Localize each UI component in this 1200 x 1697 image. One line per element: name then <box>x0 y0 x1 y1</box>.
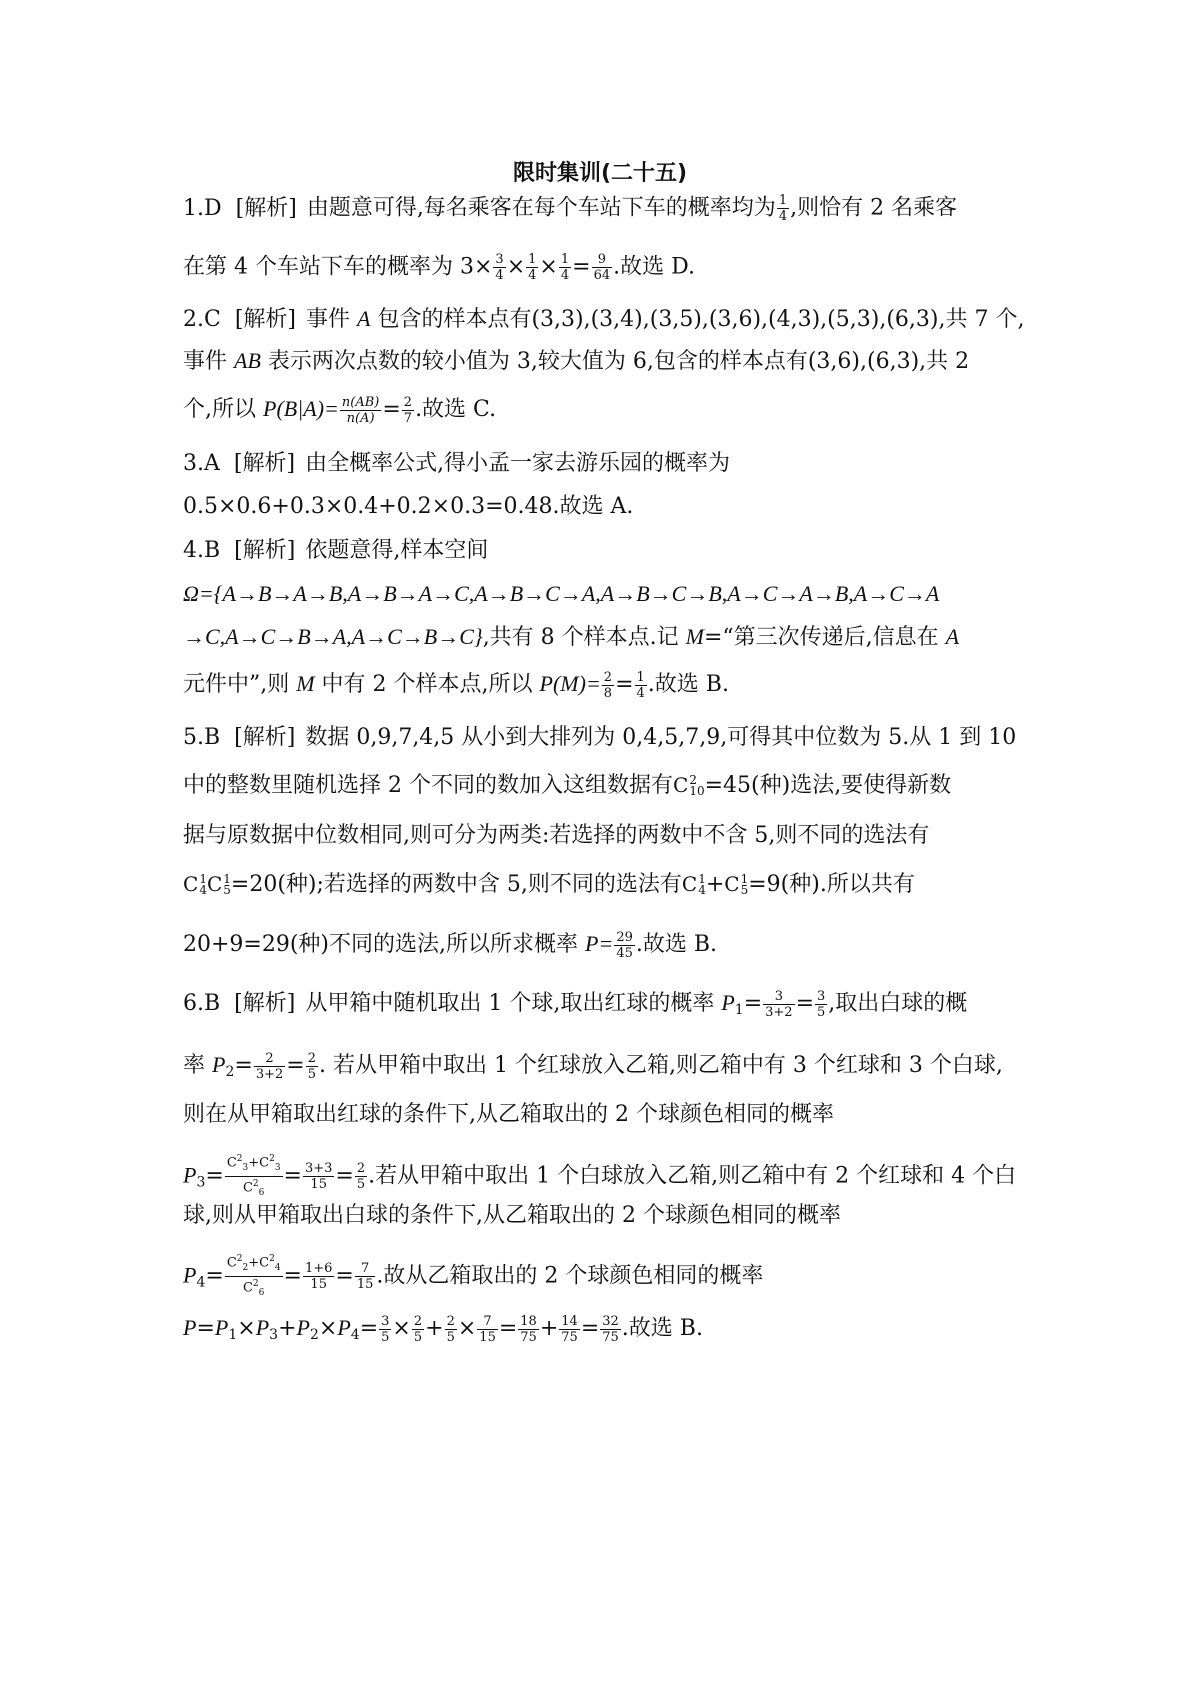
q5-text: 数据 0,9,7,4,5 从小到大排列为 0,4,5,7,9,可得其中位数为 5.从 1 到 10 <box>305 725 1017 750</box>
fraction: $\frac{14}{75}$ <box>561 1313 578 1345</box>
q2-line-3: 个,所以 P(B|A)= $\frac{n(AB)}{n(A)}$ = $\frac{2}{7}$ .故选 C. <box>183 394 497 426</box>
q3-line-1 <box>183 449 730 479</box>
fraction: $\frac{7}{15}$ <box>356 1260 374 1292</box>
q1-text: ,则恰有 2 名乘客 <box>790 195 958 221</box>
var-a: A <box>945 624 960 649</box>
q5-text: =20(种);若选择的两数中含 5,则不同的选法有 <box>230 872 682 897</box>
q2-line-1 <box>183 304 1024 335</box>
prob-expr: P= <box>585 931 614 956</box>
sample-space: →C,A→C→B→A,A→C→B→C} <box>183 624 483 649</box>
q3-line-2 <box>183 492 633 522</box>
q3-text: 0.5×0.6+0.3×0.4+0.2×0.3=0.48.故选 A. <box>183 494 634 519</box>
fraction: $\frac{3}{3+2}$ <box>765 988 793 1020</box>
analysis-tag: [解析] <box>235 195 297 221</box>
q5-line-1 <box>183 723 1016 753</box>
combination: C <box>673 773 689 797</box>
q4-text: 依题意得,样本空间 <box>305 538 489 563</box>
combination: C <box>681 872 698 896</box>
q5-label: 5.B <box>183 725 221 750</box>
q4-text: 中有 2 个样本点,所以 <box>314 672 540 697</box>
q2-line-2 <box>183 346 969 377</box>
q1-line-1 <box>183 193 957 224</box>
q2-text: 个,所以 <box>183 397 263 422</box>
q4-text: 元件中”,则 <box>183 672 297 697</box>
fraction: $\frac{2}{5}$ <box>413 1313 423 1345</box>
q5-text: 中的整数里随机选择 2 个不同的数加入这组数据有 <box>183 773 673 798</box>
fraction: $\frac{C^2_3+C^2_3}{C^2_6}$ <box>226 1154 281 1198</box>
q6-line-1: 6.B [解析] 从甲箱中随机取出 1 个球,取出红球的概率 $P_1=$ $\frac{3}{3+2}$ = $\frac{3}{5}$ ,取出白球的概 <box>183 988 968 1020</box>
var-a: A <box>357 306 371 331</box>
q5-line-5 <box>183 929 717 961</box>
fraction: $\frac{2}{5}$ <box>356 1160 366 1192</box>
fraction: $\frac{1}{4}$ <box>778 193 788 224</box>
q4-label: 4.B <box>183 538 221 563</box>
q5-text: =45(种)选法,要使得新数 <box>704 773 952 798</box>
q2-text: 包含的样本点有(3,3),(3,4),(3,5),(3,6),(4,3),(5,3),(6,3),共 7 个, <box>370 307 1025 332</box>
fraction: $\frac{1}{4}$ <box>560 252 570 283</box>
fraction: $\frac{3+3}{15}$ <box>304 1160 333 1192</box>
analysis-tag: [解析] <box>234 538 296 563</box>
q2-text: 事件 <box>183 349 234 374</box>
fraction: $\frac{2}{8}$ <box>603 669 613 701</box>
q6-line-3 <box>183 1100 834 1130</box>
q6-line-6: $P_4=$ $\frac{C^2_2+C^2_4}{C^2_6}$ = $\frac{1+6}{15}$ = $\frac{7}{15}$ .故从乙箱取出的 2 个球颜色相同的概率 <box>183 1252 763 1301</box>
q2-label: 2.C <box>183 307 221 332</box>
q5-text: 20+9=29(种)不同的选法,所以所求概率 <box>183 932 586 957</box>
q3-label: 3.A <box>183 451 220 476</box>
q6-text: 率 <box>183 1053 212 1078</box>
q6-line-5 <box>183 1201 841 1231</box>
sample-space: Ω={A→B→A→B,A→B→A→C,A→B→C→A,A→B→C→B,A→C→A→B,A→C→A <box>183 581 940 606</box>
q4-line-4: 元件中”,则 M 中有 2 个样本点,所以 P(M)= $\frac{2}{8}$ = $\frac{1}{4}$ .故选 B. <box>183 669 729 701</box>
q4-line-2 <box>183 579 939 610</box>
q4-text: ,共有 8 个样本点.记 <box>482 625 686 650</box>
q1-conclusion: .故选 D. <box>613 254 695 280</box>
q1-text: 由题意可得,每名乘客在每个车站下车的概率均为 <box>306 195 776 221</box>
q5-line-2: 中的整数里随机选择 2 个不同的数加入这组数据有C 2 10 =45(种)选法,要使得新数 <box>183 773 952 798</box>
fraction: $\frac{2}{5}$ <box>307 1050 316 1082</box>
analysis-tag: [解析] <box>234 725 296 750</box>
q6-text: . 若从甲箱中取出 1 个红球放入乙箱,则乙箱中有 3 个红球和 3 个白球, <box>318 1053 1003 1078</box>
q6-line-7: $P=P_1\times P_3+P_2\times P_4=$ $\frac{3}{5}$ × $\frac{2}{5}$ + $\frac{2}{5}$ × $\frac{7}{15}$ = $\frac{18}{75}$ + $\frac{14}{75}$ = $\frac{32}{75}$ .故选 B. <box>183 1313 703 1345</box>
prob-expr: P(M)= <box>539 671 601 696</box>
q3-text: 由全概率公式,得小孟一家去游乐园的概率为 <box>305 451 731 476</box>
fraction: $\frac{1}{4}$ <box>636 669 645 701</box>
q6-line-2: 率 $P_2=$ $\frac{2}{3+2}$ = $\frac{2}{5}$ . 若从甲箱中取出 1 个红球放入乙箱,则乙箱中有 3 个红球和 3 个白球, <box>183 1050 1003 1082</box>
var-m: M <box>685 624 704 649</box>
q6-text: .若从甲箱中取出 1 个白球放入乙箱,则乙箱中有 2 个红球和 4 个白 <box>368 1163 1017 1189</box>
q1-line-2: 在第 4 个车站下车的概率为 3× $\frac{3}{4}$ × $\frac{1}{4}$ × $\frac{1}{4}$ = $\frac{9}{64}$ .故选 D. <box>183 252 695 283</box>
q6-text: 则在从甲箱取出红球的条件下,从乙箱取出的 2 个球颜色相同的概率 <box>183 1102 834 1127</box>
q6-label: 6.B <box>183 991 221 1016</box>
q5-conclusion: .故选 B. <box>635 932 718 957</box>
q4-conclusion: .故选 B. <box>647 672 729 697</box>
q5-line-3 <box>183 821 929 851</box>
q4-line-1 <box>183 536 488 566</box>
page-title: 限时集训(二十五) <box>512 161 688 186</box>
fraction: $\frac{3}{4}$ <box>495 252 504 283</box>
q6-text: 球,则从甲箱取出白球的条件下,从乙箱取出的 2 个球颜色相同的概率 <box>183 1203 841 1228</box>
q2-text: 事件 <box>306 307 357 332</box>
fraction: $\frac{1+6}{15}$ <box>304 1260 333 1292</box>
q5-text: 据与原数据中位数相同,则可分为两类:若选择的两数中不含 5,则不同的选法有 <box>183 823 930 848</box>
q6-text: ,取出白球的概 <box>828 991 968 1016</box>
combination: C <box>183 872 199 896</box>
analysis-tag: [解析] <box>234 991 296 1016</box>
q5-text: =9(种).所以共有 <box>748 872 915 897</box>
q2-conclusion: .故选 C. <box>415 397 497 422</box>
var-ab: AB <box>234 348 261 373</box>
combination: C <box>206 872 223 896</box>
prob-expr: P(B|A)= <box>263 396 339 421</box>
q6-text: 从甲箱中随机取出 1 个球,取出红球的概率 <box>305 991 722 1016</box>
q4-text: =“第三次传递后,信息在 <box>703 625 946 650</box>
q6-line-4: $P_3=$ $\frac{C^2_3+C^2_3}{C^2_6}$ = $\frac{3+3}{15}$ = $\frac{2}{5}$ .若从甲箱中取出 1 个白球放入乙箱,则乙箱中有 2 个红球和 4 个白 <box>183 1152 1016 1201</box>
analysis-tag: [解析] <box>234 307 296 332</box>
q5-line-4: C 1 4 C 1 5 =20(种);若选择的两数中含 5,则不同的选法有C 1 4 +C 1 5 =9(种).所以共有 <box>183 872 915 897</box>
fraction: $\frac{1}{4}$ <box>528 252 537 283</box>
fraction: $\frac{32}{75}$ <box>602 1313 619 1345</box>
q4-line-3 <box>183 622 959 653</box>
fraction: $\frac{C^2_2+C^2_4}{C^2_6}$ <box>226 1254 281 1298</box>
fraction: $\frac{n(AB)}{n(A)}$ <box>341 394 380 426</box>
fraction: $\frac{18}{75}$ <box>520 1313 537 1345</box>
fraction: $\frac{3}{5}$ <box>817 988 826 1020</box>
q2-text: 表示两次点数的较小值为 3,较大值为 6,包含的样本点有(3,6),(6,3),共 2 <box>260 349 970 374</box>
analysis-tag: [解析] <box>233 451 296 476</box>
var-m: M <box>296 671 315 696</box>
fraction: $\frac{7}{15}$ <box>479 1313 496 1345</box>
fraction: $\frac{2}{3+2}$ <box>255 1050 284 1082</box>
q1-label: 1.D <box>183 195 222 221</box>
fraction: $\frac{3}{5}$ <box>381 1313 390 1345</box>
q6-conclusion: .故选 B. <box>621 1316 703 1341</box>
combination: C <box>724 872 740 896</box>
fraction: $\frac{2}{7}$ <box>403 394 413 426</box>
q1-text: 在第 4 个车站下车的概率为 3× <box>183 254 493 280</box>
fraction: $\frac{9}{64}$ <box>593 252 611 283</box>
q6-text: .故从乙箱取出的 2 个球颜色相同的概率 <box>376 1263 764 1289</box>
fraction: $\frac{29}{45}$ <box>616 929 633 961</box>
fraction: $\frac{2}{5}$ <box>446 1313 455 1345</box>
